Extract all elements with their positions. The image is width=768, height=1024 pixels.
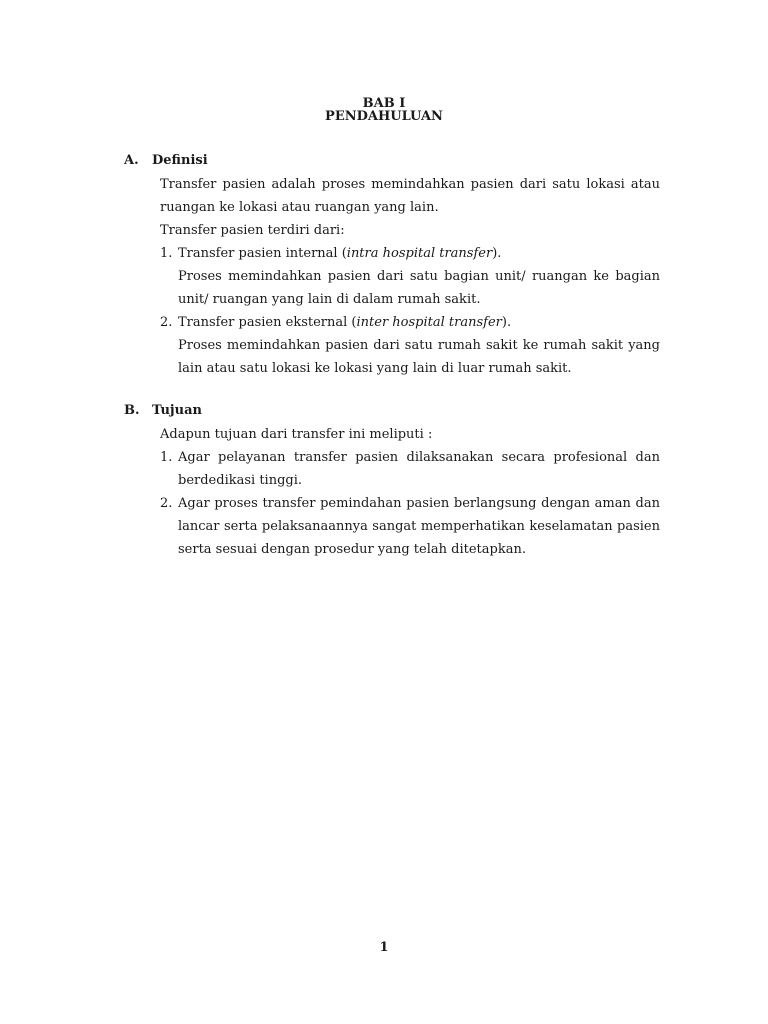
item-text-prefix: Transfer pasien eksternal (: [178, 315, 357, 330]
item-text-italic: inter hospital transfer: [356, 315, 502, 330]
chapter-title: PENDAHULUAN: [325, 109, 443, 124]
item-text-suffix: ).: [492, 246, 502, 261]
section-b-item-1: [160, 446, 660, 492]
section-a-item-2-detail: Proses memindahkan pasien dari satu rumah sakit ke rumah sakit yang lain atau satu lokasi ke lokasi yang lain di luar rumah sakit.: [178, 338, 660, 376]
item-text: [178, 311, 660, 334]
item-text: [178, 242, 660, 265]
section-a-title: Definisi: [152, 153, 208, 168]
item-number: 2.: [160, 496, 173, 511]
section-a-item-1-detail: Proses memindahkan pasien dari satu bagian unit/ ruangan ke bagian unit/ ruangan yang lain di dalam rumah sakit.: [178, 269, 660, 307]
section-a-item-2: [160, 311, 660, 334]
item-number: 2.: [160, 315, 173, 330]
item-text: Agar pelayanan transfer pasien dilaksanakan secara profesional dan berdedikasi tinggi.: [178, 450, 660, 488]
section-a-paragraph-2: Transfer pasien terdiri dari:: [160, 223, 345, 238]
item-text-prefix: Transfer pasien internal (: [178, 246, 347, 261]
section-a-paragraph-1: Transfer pasien adalah proses memindahkan pasien dari satu lokasi atau ruangan ke lokasi atau ruangan yang lain.: [160, 177, 660, 215]
section-b-title: Tujuan: [152, 403, 202, 418]
item-number: 1.: [160, 246, 173, 261]
page-number: 1: [379, 940, 389, 955]
section-a-item-1: [160, 242, 660, 265]
chapter-number: BAB I: [362, 96, 406, 111]
section-b-item-2: [160, 492, 660, 561]
item-text: Agar proses transfer pemindahan pasien berlangsung dengan aman dan lancar serta pelaksanaannya sangat memperhatikan keselamatan pasien serta sesuai dengan prosedur yang telah ditetapkan.: [178, 496, 660, 557]
section-b-heading: [124, 400, 202, 422]
item-text-italic: intra hospital transfer: [346, 246, 493, 261]
section-a-letter: A.: [124, 153, 139, 168]
item-text-suffix: ).: [501, 315, 512, 330]
section-a-heading: [124, 150, 208, 172]
section-b-letter: B.: [124, 403, 140, 418]
section-b-paragraph-1: Adapun tujuan dari transfer ini meliputi :: [160, 427, 433, 442]
item-number: 1.: [160, 450, 173, 465]
